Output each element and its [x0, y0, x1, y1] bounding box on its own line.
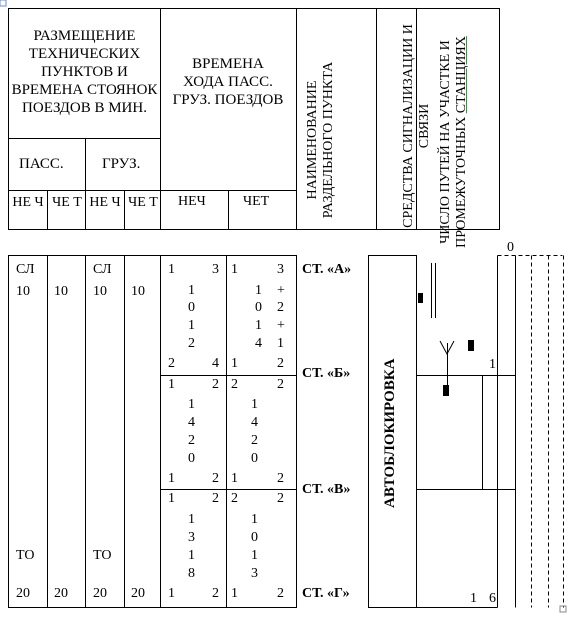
time-digit: 2	[168, 356, 175, 371]
track-mark: 1	[470, 591, 477, 606]
pass-nech: НЕ Ч	[12, 195, 44, 210]
time-digit: 1	[231, 262, 238, 277]
station-b: СТ. «Б»	[302, 366, 351, 381]
time-digit: 4	[255, 336, 262, 351]
time-digit: 2	[277, 377, 284, 392]
pass-nech-top: СЛ	[16, 262, 35, 277]
signaling-header: СРЕДСТВА СИГНАЛИЗАЦИИ И СВЯЗИ	[401, 24, 432, 228]
tracks-header-a: ЧИСЛО ПУТЕЙ НА УЧАСТКЕ И ПРОМЕЖУТОЧНЫХ	[438, 40, 469, 248]
time-digit: 3	[277, 262, 284, 277]
time-digit: 2	[212, 586, 219, 601]
stop-value: 10	[131, 284, 145, 299]
time-digit: 1	[251, 512, 258, 527]
time-digit: 1	[188, 548, 195, 563]
pass-label: ПАСС.	[19, 156, 64, 172]
time-digit: 1	[231, 356, 238, 371]
time-digit: 4	[251, 415, 258, 430]
time-digit: 0	[251, 530, 258, 545]
time-digit: 2	[277, 471, 284, 486]
time-digit: 2	[231, 491, 238, 506]
time-digit: 2	[188, 433, 195, 448]
time-digit: 1	[255, 318, 262, 333]
stop-value: 20	[93, 586, 107, 601]
time-digit: 0	[255, 300, 262, 315]
time-digit: 1	[188, 283, 195, 298]
time-digit: 1	[251, 548, 258, 563]
travel-chet: ЧЕТ	[243, 194, 270, 209]
gruz-nech: НЕ Ч	[89, 195, 121, 210]
time-digit: 0	[188, 451, 195, 466]
pass-chet: ЧЕ Т	[52, 195, 82, 210]
travel-nech: НЕЧ	[178, 194, 206, 209]
time-digit: 1	[168, 471, 175, 486]
time-digit: 8	[188, 566, 195, 581]
station-g: СТ. «Г»	[302, 586, 350, 601]
time-digit: 1	[168, 586, 175, 601]
station-v: СТ. «В»	[302, 482, 351, 497]
track-mark: 0	[507, 240, 514, 255]
time-digit: 0	[188, 300, 195, 315]
time-digit: 2	[277, 586, 284, 601]
stop-value: 10	[16, 284, 30, 299]
time-digit: +	[277, 318, 285, 333]
time-digit: 3	[188, 530, 195, 545]
time-digit: 1	[168, 377, 175, 392]
stop-value: 20	[54, 586, 68, 601]
time-digit: 1	[277, 336, 284, 351]
time-digit: 2	[277, 300, 284, 315]
tracks-header-b: СТАНЦИЯХ	[454, 36, 469, 114]
time-digit: 1	[188, 397, 195, 412]
gruz-nech-top: СЛ	[93, 262, 112, 277]
time-digit: 0	[251, 451, 258, 466]
to-label: ТО	[93, 548, 112, 563]
station-name-header: НАИМЕНОВАНИЕ РАЗДЕЛЬНОГО ПУНКТА	[305, 61, 336, 219]
time-digit: 1	[231, 471, 238, 486]
time-digit: 2	[212, 471, 219, 486]
time-digit: 2	[277, 491, 284, 506]
to-label: ТО	[16, 548, 35, 563]
time-digit: 1	[188, 318, 195, 333]
station-a: СТ. «А»	[302, 262, 352, 277]
time-digit: +	[277, 283, 285, 298]
time-digit: 1	[188, 512, 195, 527]
time-digit: 1	[251, 397, 258, 412]
track-mark: 1	[489, 357, 496, 372]
track-mark: 6	[489, 591, 496, 606]
time-digit: 2	[212, 377, 219, 392]
stop-value: 20	[131, 586, 145, 601]
travel-title: ВРЕМЕНА ХОДА ПАСС. ГРУЗ. ПОЕЗДОВ	[172, 56, 284, 108]
placement-title: РАЗМЕЩЕНИЕ ТЕХНИЧЕСКИХ ПУНКТОВ И ВРЕМЕНА СТОЯНОК ПОЕЗДОВ В МИН.	[11, 28, 158, 116]
stop-value: 10	[54, 284, 68, 299]
time-digit: 2	[251, 433, 258, 448]
stop-value: 10	[93, 284, 107, 299]
gruz-label: ГРУЗ.	[102, 156, 141, 172]
time-digit: 1	[231, 586, 238, 601]
autoblock-label: АВТОБЛОКИРОВКА	[382, 358, 398, 508]
time-digit: 4	[188, 415, 195, 430]
time-digit: 2	[231, 377, 238, 392]
time-digit: 1	[168, 262, 175, 277]
time-digit: 2	[188, 336, 195, 351]
stop-value: 20	[16, 586, 30, 601]
time-digit: 2	[212, 491, 219, 506]
time-digit: 3	[212, 262, 219, 277]
tracks-header	[438, 34, 512, 250]
time-digit: 2	[277, 356, 284, 371]
time-digit: 1	[255, 283, 262, 298]
time-digit: 4	[212, 356, 219, 371]
time-digit: 3	[251, 566, 258, 581]
gruz-chet: ЧЕ Т	[128, 195, 158, 210]
time-digit: 1	[168, 491, 175, 506]
